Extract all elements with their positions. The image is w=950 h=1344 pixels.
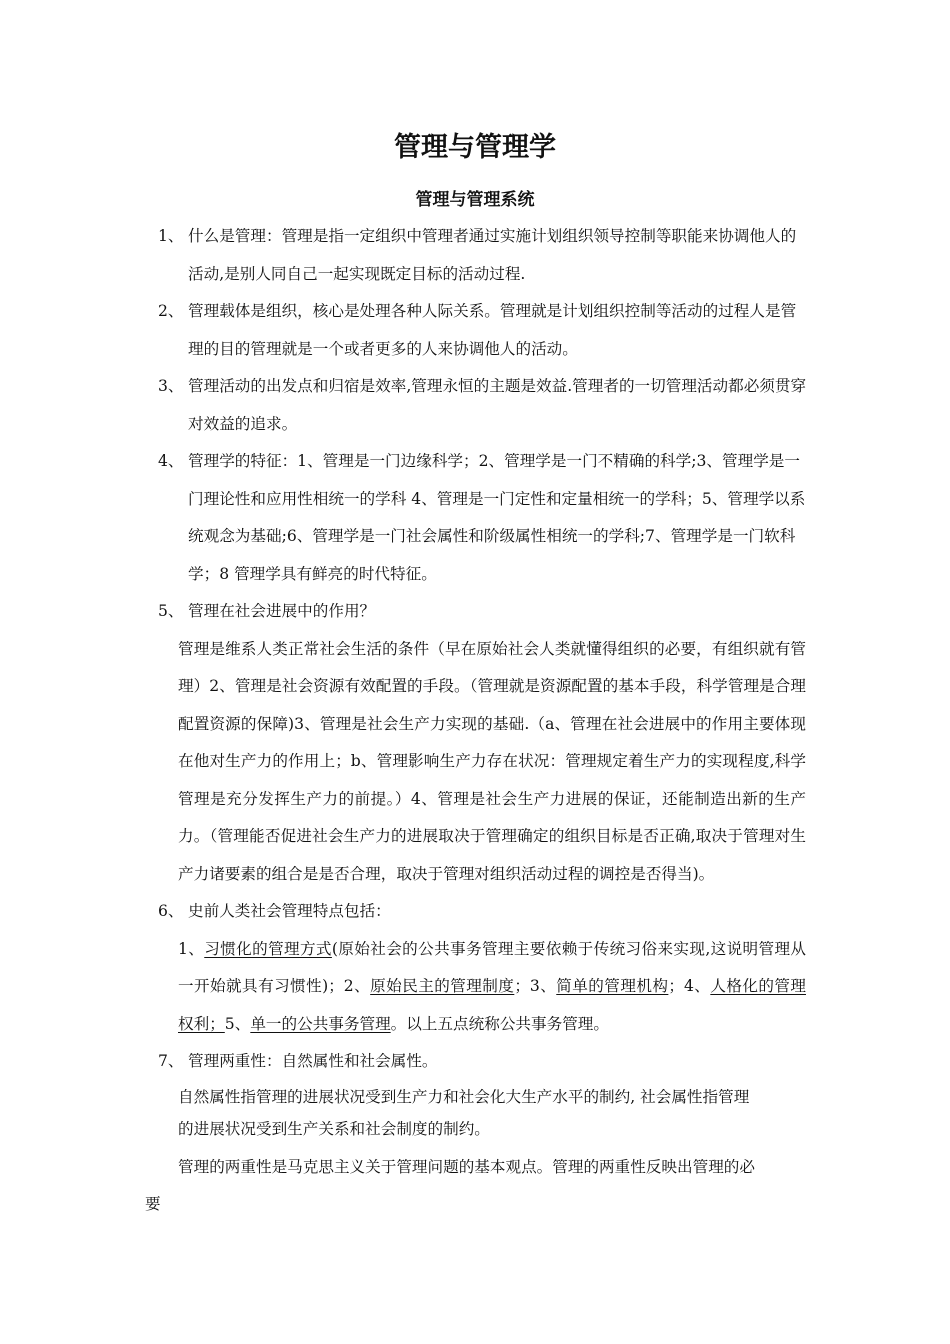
text-run: ；4、 — [668, 977, 711, 995]
section-title: 管理与管理系统 — [415, 190, 535, 210]
list-item-text: 管理在社会进展中的作用？ — [188, 602, 376, 620]
list-item-2 — [0, 293, 808, 368]
text-run: ；3、 — [514, 977, 557, 995]
list-number: 7、 — [158, 1052, 184, 1070]
item7-line-4: 要 — [145, 1195, 161, 1213]
underlined-term: 原始民主的管理制度 — [370, 977, 515, 995]
list-item-text: 管理活动的出发点和归宿是效率,管理永恒的主题是效益.管理者的一切管理活动都必须贯穿对效益的追求。 — [188, 377, 807, 433]
list-item-text: 管理两重性：自然属性和社会属性。 — [188, 1052, 438, 1070]
underlined-term: 习惯化的管理方式 — [204, 939, 332, 958]
text-run: 5、 — [224, 1014, 251, 1033]
text-run: 1、 — [178, 939, 205, 958]
list-item-text: 管理学的特征：1、管理是一门边缘科学；2、管理学是一门不精确的科学;3、管理学是一门理论性和应用性相统一的学科 4、管理是一门定性和定量相统一的学科；5、管理学以系统观念为基础;6、管理学是一门社会属性和阶级属性相统一的学科;7、管理学是一门软科学；8 管理学具有鲜亮的时代特征。 — [188, 452, 806, 583]
item7-line-1: 自然属性指管理的进展状况受到生产力和社会化大生产水平的制约, 社会属性指管理 — [178, 1087, 750, 1106]
list-number: 4、 — [158, 452, 184, 470]
list-item-3 — [0, 368, 808, 443]
list-item-1 — [0, 218, 808, 293]
item6-body-paragraph — [0, 931, 806, 1044]
list-number: 5、 — [158, 602, 184, 620]
document-title: 管理与管理学 — [394, 132, 556, 163]
text-run: (原始社会的公共事务管理主要依赖于传统习俗来实现,这说明管理从一开始就具有习惯性)；2、 — [178, 939, 807, 995]
list-number: 3、 — [158, 377, 184, 395]
underlined-term: 单一的公共事务管理 — [250, 1014, 391, 1033]
item7-line-2: 的进展状况受到生产关系和社会制度的制约。 — [178, 1119, 490, 1138]
list-item-4 — [0, 443, 808, 593]
list-number: 2、 — [158, 302, 184, 320]
underlined-term: 简单的管理机构 — [556, 977, 669, 995]
list-item-text: 什么是管理：管理是指一定组织中管理者通过实施计划组织领导控制等职能来协调他人的活动,是别人同自己一起实现既定目标的活动过程. — [188, 227, 797, 283]
underlined-term: 人格化的管理权利； — [178, 977, 806, 1033]
list-number: 6、 — [158, 902, 184, 920]
list-item-text: 史前人类社会管理特点包括： — [188, 902, 391, 920]
item7-line-3: 管理的两重性是马克思主义关于管理问题的基本观点。管理的两重性反映出管理的必 — [178, 1157, 755, 1176]
document-body — [0, 218, 950, 1224]
list-number: 1、 — [158, 227, 184, 245]
list-item-7 — [0, 1043, 808, 1081]
list-item-5 — [0, 593, 808, 631]
list-item-text: 管理载体是组织，核心是处理各种人际关系。管理就是计划组织控制等活动的过程人是管理的目的管理就是一个或者更多的人来协调他人的活动。 — [188, 302, 797, 358]
list-item-6 — [0, 893, 808, 931]
text-run: 。以上五点统称公共事务管理。 — [390, 1014, 609, 1033]
item5-body-paragraph: 管理是维系人类正常社会生活的条件（早在原始社会人类就懂得组织的必要，有组织就有管理）2、管理是社会资源有效配置的手段。（管理就是资源配置的基本手段，科学管理是合理配置资源的保障)3、管理是社会生产力实现的基础.（a、管理在社会进展中的作用主要体现在他对生产力的作用上；b、管理影响生产力存在状况：管理规定着生产力的实现程度,科学管理是充分发挥生产力的前提。）4、管理是社会生产力进展的保证，还能制造出新的生产力。（管理能否促进社会生产力的进展取决于管理确定的组织目标是否正确,取决于管理对生产力诸要素的组合是是否合理，取决于管理对组织活动过程的调控是否得当)。 — [178, 639, 806, 883]
